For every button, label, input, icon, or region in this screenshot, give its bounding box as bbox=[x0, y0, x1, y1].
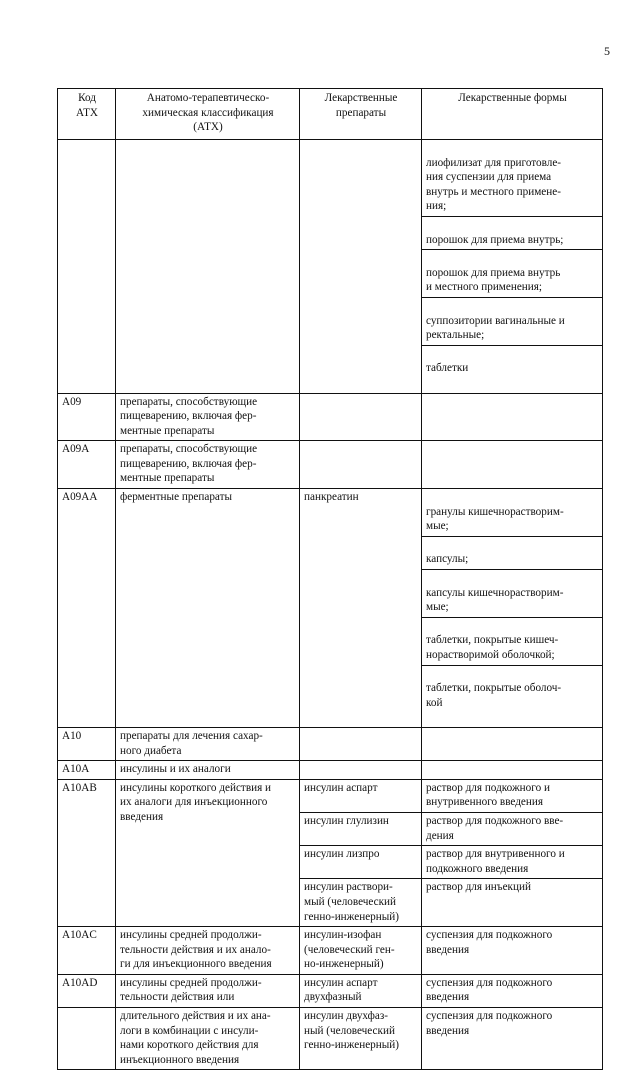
forms-cell: суспензия для подкожного введения bbox=[422, 927, 603, 975]
code-cell: A09 bbox=[58, 393, 116, 441]
code-cell: A10A bbox=[58, 761, 116, 780]
drug-cell: инсулин двухфаз- ный (человеческий генно-инженерный) bbox=[300, 1008, 422, 1070]
table-row bbox=[58, 761, 603, 780]
classification-cell bbox=[116, 140, 300, 394]
classification-cell: длительного действия и их ана- логи в комбинации с инсули- нами короткого действия для инъекционного введения bbox=[116, 1008, 300, 1070]
forms-cell bbox=[422, 489, 603, 728]
forms-cell: суспензия для подкожного введения bbox=[422, 974, 603, 1007]
table-row bbox=[58, 779, 603, 812]
classification-cell: инсулины средней продолжи- тельности действия или bbox=[116, 974, 300, 1007]
forms-cell: раствор для инъекций bbox=[422, 879, 603, 927]
table-row bbox=[58, 393, 603, 441]
dosage-form: таблетки, покрытые кишеч- норастворимой оболочкой; bbox=[422, 632, 602, 665]
forms-cell: раствор для подкожного вве- дения bbox=[422, 812, 603, 845]
forms-cell bbox=[422, 441, 603, 489]
drug-cell bbox=[300, 393, 422, 441]
drug-cell: инсулин глулизин bbox=[300, 812, 422, 845]
classification-cell: инсулины короткого действия и их аналоги для инъекционного введения bbox=[116, 779, 300, 926]
atc-classification-table bbox=[57, 88, 603, 1070]
dosage-form: таблетки bbox=[426, 362, 469, 375]
table-row bbox=[58, 441, 603, 489]
code-cell: A10AC bbox=[58, 927, 116, 975]
code-cell: A10AB bbox=[58, 779, 116, 926]
drug-cell bbox=[300, 727, 422, 760]
page-number: 5 bbox=[604, 44, 610, 58]
drug-cell bbox=[300, 140, 422, 394]
code-cell: A10AD bbox=[58, 974, 116, 1007]
table-row bbox=[58, 140, 603, 394]
header-classification: Анатомо-терапевтическо- химическая классификация (АТХ) bbox=[116, 89, 300, 140]
drug-cell: инсулин-изофан (человеческий ген- но-инженерный) bbox=[300, 927, 422, 975]
classification-cell: препараты, способствующие пищеварению, включая фер- ментные препараты bbox=[116, 441, 300, 489]
header-code: Код АТХ bbox=[58, 89, 116, 140]
forms-cell bbox=[422, 393, 603, 441]
drug-cell bbox=[300, 761, 422, 780]
drug-cell: панкреатин bbox=[300, 489, 422, 728]
dosage-form: капсулы кишечнорастворим- мые; bbox=[422, 585, 602, 618]
classification-cell: инсулины и их аналоги bbox=[116, 761, 300, 780]
dosage-form: лиофилизат для приготовле- ния суспензии для приема внутрь и местного примене- ния; bbox=[422, 155, 602, 217]
code-cell: A09A bbox=[58, 441, 116, 489]
forms-cell: суспензия для подкожного введения bbox=[422, 1008, 603, 1070]
dosage-form: суппозитории вагинальные и ректальные; bbox=[422, 313, 602, 346]
dosage-form: гранулы кишечнорастворим- мые; bbox=[422, 504, 602, 537]
forms-cell bbox=[422, 140, 603, 394]
code-cell bbox=[58, 1008, 116, 1070]
table-row bbox=[58, 974, 603, 1007]
dosage-form: порошок для приема внутрь; bbox=[422, 232, 602, 251]
drug-cell: инсулин лизпро bbox=[300, 846, 422, 879]
table-row bbox=[58, 727, 603, 760]
drug-cell: инсулин аспарт двухфазный bbox=[300, 974, 422, 1007]
dosage-form: таблетки, покрытые оболоч- кой bbox=[426, 682, 562, 709]
code-cell bbox=[58, 140, 116, 394]
classification-cell: препараты, способствующие пищеварению, включая фер- ментные препараты bbox=[116, 393, 300, 441]
header-drugs: Лекарственные препараты bbox=[300, 89, 422, 140]
header-forms: Лекарственные формы bbox=[422, 89, 603, 140]
forms-cell bbox=[422, 727, 603, 760]
dosage-form: капсулы; bbox=[422, 551, 602, 570]
table-header-row bbox=[58, 89, 603, 140]
table-row bbox=[58, 1008, 603, 1070]
code-cell: A09AA bbox=[58, 489, 116, 728]
forms-cell: раствор для внутривенного и подкожного введения bbox=[422, 846, 603, 879]
drug-cell: инсулин аспарт bbox=[300, 779, 422, 812]
drug-cell: инсулин раствори- мый (человеческий генно-инженерный) bbox=[300, 879, 422, 927]
drug-cell bbox=[300, 441, 422, 489]
classification-cell: ферментные препараты bbox=[116, 489, 300, 728]
classification-cell: инсулины средней продолжи- тельности действия и их анало- ги для инъекционного введения bbox=[116, 927, 300, 975]
classification-cell: препараты для лечения сахар- ного диабета bbox=[116, 727, 300, 760]
forms-cell bbox=[422, 761, 603, 780]
forms-cell: раствор для подкожного и внутривенного введения bbox=[422, 779, 603, 812]
table-row bbox=[58, 489, 603, 728]
dosage-form: порошок для приема внутрь и местного применения; bbox=[422, 265, 602, 298]
code-cell: A10 bbox=[58, 727, 116, 760]
table-row bbox=[58, 927, 603, 975]
